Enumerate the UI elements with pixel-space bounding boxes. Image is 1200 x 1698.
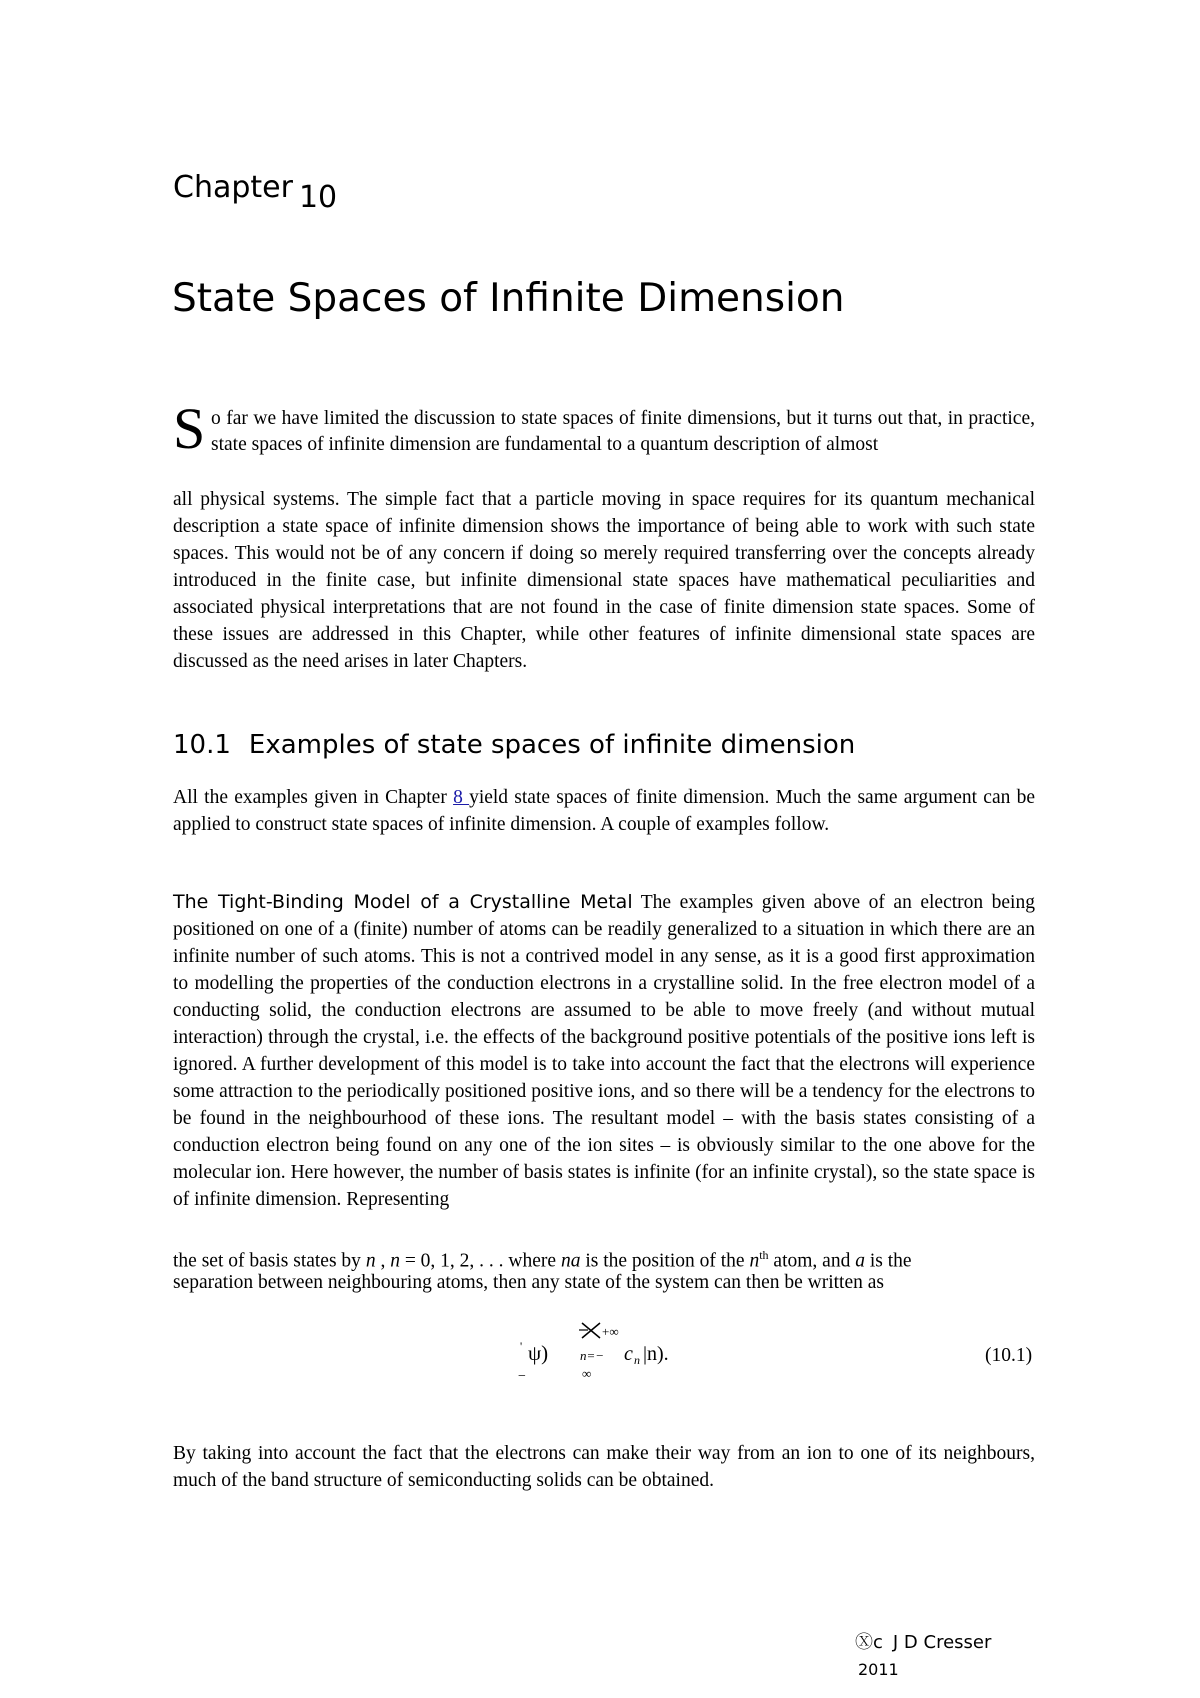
basis-text-5: atom, and xyxy=(768,1250,856,1272)
equals-sign: − xyxy=(518,1369,526,1384)
equation-graphic xyxy=(520,1318,1040,1398)
basis-text-3: = 0, 1, 2, . . . where xyxy=(399,1250,561,1272)
basis-text-1: the set of basis states by xyxy=(173,1250,366,1272)
ket-n: |n). xyxy=(643,1343,669,1365)
tight-binding-paragraph xyxy=(173,889,1035,1213)
intro-first-lines: o far we have limited the discussion to state spaces of finite dimensions, but it turns out that, in practice, state spaces of infinite dimension are fundamental to a quantum description of almost xyxy=(211,408,1035,455)
math-a: a xyxy=(855,1250,865,1272)
section-title: Examples of state spaces of infinite dimension xyxy=(248,730,856,760)
math-na: na xyxy=(560,1250,581,1272)
math-n: n xyxy=(390,1250,400,1272)
chapter-number: 10 xyxy=(298,180,338,215)
math-n: n xyxy=(749,1250,760,1272)
coefficient-subscript: n xyxy=(634,1353,640,1367)
sum-upper-limit: +∞ xyxy=(602,1324,619,1339)
ket-tick: ' xyxy=(520,1339,523,1353)
examples-text-after: yield state spaces of finite dimension. Much the same argument can be applied to construct state spaces of infinite dimension. A couple of examples follow. xyxy=(173,787,1035,835)
chapter-cross-reference-link[interactable]: 8 xyxy=(453,787,470,808)
chapter-word: Chapter xyxy=(173,170,293,205)
equation-10-1 xyxy=(520,1318,1040,1388)
chapter-label xyxy=(173,170,338,215)
footer-credit xyxy=(855,1628,991,1654)
basis-text-4: is the position of the xyxy=(580,1250,750,1272)
chapter-title: State Spaces of Infinite Dimension xyxy=(172,276,845,321)
coefficient-c: c xyxy=(624,1343,633,1365)
math-n: n xyxy=(365,1250,376,1272)
section-heading xyxy=(173,730,855,760)
copyright-icon: Ⓧc xyxy=(855,1632,883,1653)
examples-paragraph xyxy=(173,784,1035,838)
equation-number: (10.1) xyxy=(985,1345,1033,1366)
basis-text-6: is the xyxy=(864,1250,912,1272)
tight-binding-text: The examples given above of an electron being positioned on one of a (finite) number of atoms can be readily generalized to a situation in which there are an infinite number of such atoms. This is not a contrived model in any sense, as it is a good first approximation to modelling the properties of the conduction electrons in a crystalline solid. In the free electron model of a conducting solid, the conduction electrons are assumed to be able to move freely (and without mutual interaction) through the crystal, i.e. the effects of the background positive potentials of the positive ions left is ignored. A further development of this model is to take into account the fact that the electrons will experience some attraction to the periodically positioned positive ions, and so there will be a tendency for the electrons to be found in the neighbourhood of these ions. The resultant model – with the basis states consisting of a conduction electron being found on any one of the ion sites – is obviously similar to the one above for the molecular ion. Here however, the number of basis states is infinite (for an infinite crystal), so the state space is of infinite dimension. Representing xyxy=(173,892,1035,1210)
intro-paragraph: all physical systems. The simple fact that a particle moving in space requires for its quantum mechanical description a state space of infinite dimension shows the importance of being able to work with such state spaces. This would not be of any concern if doing so merely required transferring over the concepts already introduced in the finite case, but infinite dimensional state spaces have mathematical peculiarities and associated physical interpretations that are not found in the case of finite dimension state spaces. Some of these issues are addressed in this Chapter, while other features of infinite dimensional state spaces are discussed as the need arises in later Chapters. xyxy=(173,489,1035,672)
closing-paragraph: By taking into account the fact that the electrons can make their way from an ion to one of its neighbours, much of the band structure of semiconducting solids can be obtained. xyxy=(173,1443,1035,1491)
examples-text-before: All the examples given in Chapter xyxy=(173,787,454,808)
footer-author: J D Cresser xyxy=(892,1632,992,1653)
summation-sign-icon xyxy=(579,1323,600,1338)
equation-lhs: ψ) xyxy=(528,1341,549,1365)
basis-text-2: , xyxy=(375,1250,391,1272)
tight-binding-heading: The Tight-Binding Model of a Crystalline Metal xyxy=(173,891,633,913)
dropcap-letter: S xyxy=(173,396,206,461)
sum-lower-infinity: ∞ xyxy=(582,1366,592,1381)
section-number: 10.1 xyxy=(173,730,231,760)
superscript-th: th xyxy=(759,1248,769,1262)
footer-year: 2011 xyxy=(858,1660,899,1679)
sum-lower-limit: n=− xyxy=(580,1348,605,1363)
separation-line: separation between neighbouring atoms, then any state of the system can then be written as xyxy=(173,1272,884,1293)
